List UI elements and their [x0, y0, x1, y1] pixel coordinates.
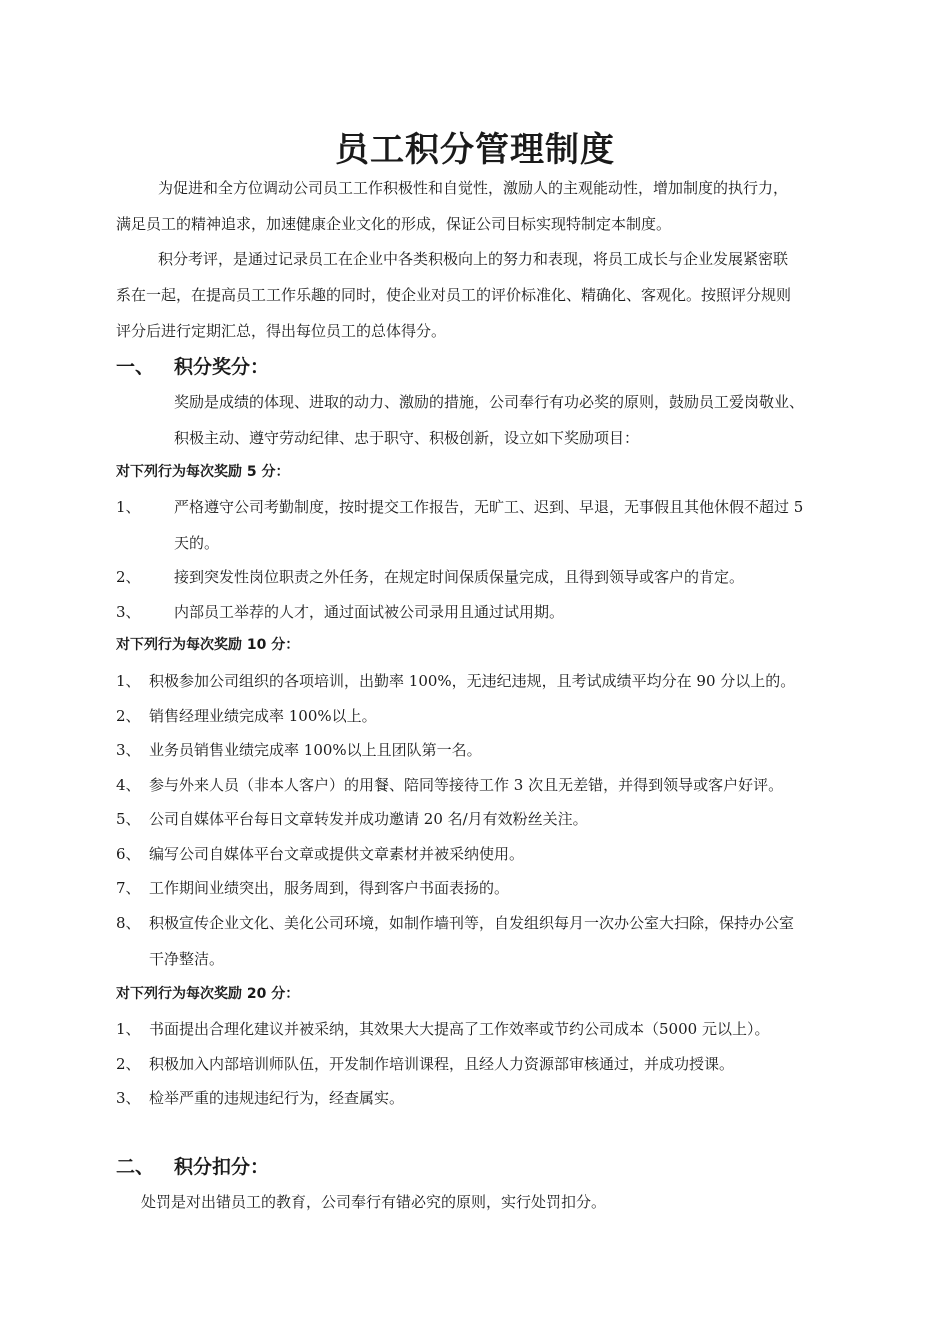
- reward20-item2-num: 2、: [116, 1055, 141, 1073]
- page-title: 员工积分管理制度: [335, 130, 615, 170]
- reward10-label: 对下列行为每次奖励 10 分：: [116, 637, 300, 653]
- reward10-item4-text: 参与外来人员（非本人客户）的用餐、陪同等接待工作 3 次且无差错，并得到领导或客户好评。: [149, 776, 784, 794]
- reward5-item3-text: 内部员工举荐的人才，通过面试被公司录用且通过试用期。: [174, 603, 565, 621]
- reward10-item1-text: 积极参加公司组织的各项培训，出勤率 100%，无违纪违规，且考试成绩平均分在 90 分以上的。: [149, 672, 796, 690]
- reward5-item1-text-cont: 天的。: [174, 534, 220, 552]
- reward20-item2-text: 积极加入内部培训师队伍，开发制作培训课程，且经人力资源部审核通过，并成功授课。: [149, 1055, 735, 1073]
- section2-number: 二、: [116, 1156, 155, 1178]
- section1-title: 积分奖分：: [174, 356, 270, 378]
- reward10-item6-num: 6、: [116, 845, 141, 863]
- reward10-item5-text: 公司自媒体平台每日文章转发并成功邀请 20 名/月有效粉丝关注。: [149, 810, 588, 828]
- reward10-item2-num: 2、: [116, 707, 141, 725]
- reward10-item1-num: 1、: [116, 672, 141, 690]
- reward10-item5-num: 5、: [116, 810, 141, 828]
- intro-p1-line2: 满足员工的精神追求，加速健康企业文化的形成，保证公司目标实现特制定本制度。: [116, 215, 672, 233]
- reward10-item7-num: 7、: [116, 879, 141, 897]
- reward10-item4-num: 4、: [116, 776, 141, 794]
- reward20-label: 对下列行为每次奖励 20 分：: [116, 986, 300, 1002]
- reward10-item8-text: 积极宣传企业文化、美化公司环境，如制作墙刊等，自发组织每月一次办公室大扫除，保持办公室: [149, 914, 795, 932]
- section1-number: 一、: [116, 356, 155, 378]
- section1-heading: [116, 355, 416, 379]
- reward10-item6-text: 编写公司自媒体平台文章或提供文章素材并被采纳使用。: [149, 845, 525, 863]
- reward5-item2-text: 接到突发性岗位职责之外任务，在规定时间保质保量完成，且得到领导或客户的肯定。: [174, 568, 745, 586]
- intro-p2-line1: 积分考评，是通过记录员工在企业中各类积极向上的努力和表现，将员工成长与企业发展紧密联: [158, 250, 789, 268]
- section1-desc-line1: 奖励是成绩的体现、进取的动力、激励的措施，公司奉行有功必奖的原则，鼓励员工爱岗敬业、: [174, 393, 805, 411]
- reward5-item1-text: 严格遵守公司考勤制度，按时提交工作报告，无旷工、迟到、早退，无事假且其他休假不超过 5: [174, 498, 804, 516]
- reward10-item3-num: 3、: [116, 741, 141, 759]
- reward20-item1-text: 书面提出合理化建议并被采纳，其效果大大提高了工作效率或节约公司成本（5000 元以上）。: [149, 1020, 770, 1038]
- section1-desc-line2: 积极主动、遵守劳动纪律、忠于职守、积极创新，设立如下奖励项目：: [174, 429, 640, 447]
- reward5-label: 对下列行为每次奖励 5 分：: [116, 464, 290, 480]
- intro-p2-line2: 系在一起，在提高员工工作乐趣的同时，使企业对员工的评价标准化、精确化、客观化。按照评分规则: [116, 286, 792, 304]
- reward10-item3-text: 业务员销售业绩完成率 100%以上且团队第一名。: [149, 741, 482, 759]
- reward10-item8-num: 8、: [116, 914, 141, 932]
- reward5-item2-num: 2、: [116, 568, 141, 586]
- intro-p2-line3: 评分后进行定期汇总，得出每位员工的总体得分。: [116, 322, 447, 340]
- reward10-item2-text: 销售经理业绩完成率 100%以上。: [149, 707, 377, 725]
- intro-p1-line1: 为促进和全方位调动公司员工工作积极性和自觉性，激励人的主观能动性，增加制度的执行力，: [158, 179, 789, 197]
- reward5-item1-num: 1、: [116, 498, 141, 516]
- reward10-item8-text-cont: 干净整洁。: [149, 950, 225, 968]
- section2-title: 积分扣分：: [174, 1156, 270, 1178]
- reward20-item1-num: 1、: [116, 1020, 141, 1038]
- reward5-item3-num: 3、: [116, 603, 141, 621]
- section2-heading: [116, 1155, 416, 1179]
- reward20-item3-text: 检举严重的违规违纪行为，经查属实。: [149, 1089, 405, 1107]
- reward10-item7-text: 工作期间业绩突出，服务周到，得到客户书面表扬的。: [149, 879, 510, 897]
- reward20-item3-num: 3、: [116, 1089, 141, 1107]
- section2-desc-line1: 处罚是对出错员工的教育，公司奉行有错必究的原则，实行处罚扣分。: [141, 1193, 607, 1211]
